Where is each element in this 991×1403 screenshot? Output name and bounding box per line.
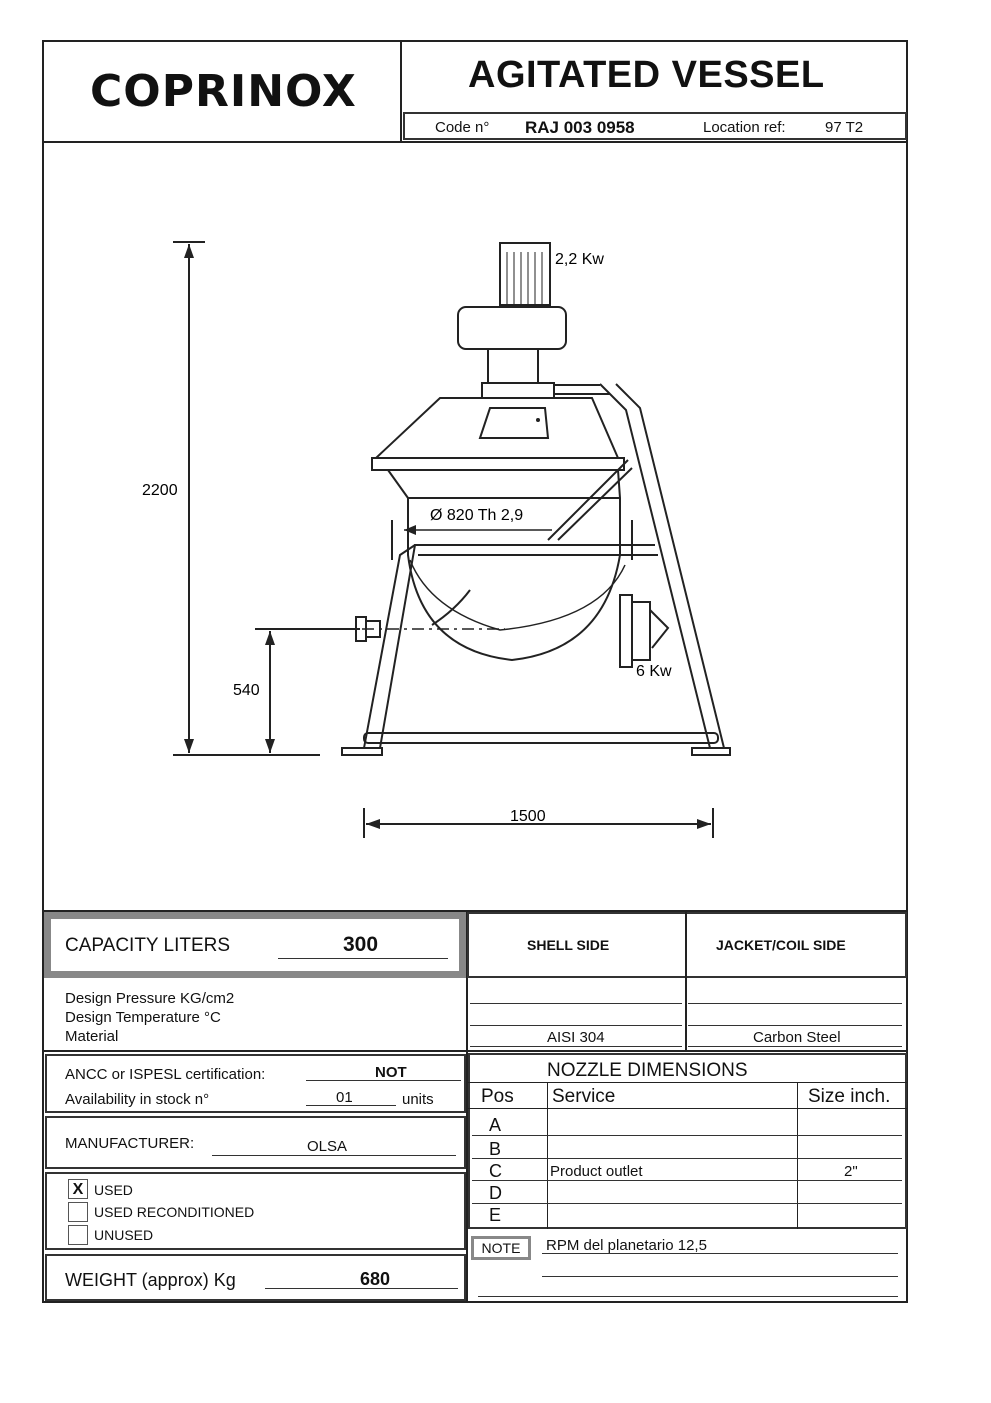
unused-checkbox[interactable] [68, 1225, 88, 1245]
design-temperature-label: Design Temperature °C [65, 1009, 221, 1026]
weight-label: WEIGHT (approx) Kg [65, 1270, 236, 1290]
unused-label: UNUSED [94, 1227, 154, 1243]
motor-top-power-label: 2,2 Kw [555, 251, 604, 268]
height-outlet-label: 540 [233, 682, 260, 699]
table-row: C [489, 1161, 502, 1181]
weight-value: 680 [360, 1269, 391, 1289]
jacket-material-value: Carbon Steel [753, 1029, 841, 1046]
certification-value: NOT [375, 1064, 407, 1081]
stock-units: units [402, 1091, 434, 1108]
nozzle-header-service: Service [552, 1086, 616, 1107]
shell-side-header: SHELL SIDE [527, 937, 610, 953]
used-checkbox[interactable]: X [68, 1179, 88, 1199]
used-label: USED [94, 1182, 133, 1198]
capacity-label: CAPACITY LITERS [65, 935, 231, 956]
used-reconditioned-checkbox[interactable] [68, 1202, 88, 1222]
stock-value: 01 [336, 1089, 353, 1106]
note-badge: NOTE [471, 1236, 531, 1260]
document-title: AGITATED VESSEL [468, 54, 825, 96]
jacket-side-header: JACKET/COIL SIDE [716, 937, 846, 953]
design-pressure-label: Design Pressure KG/cm2 [65, 990, 235, 1007]
manufacturer-value: OLSA [307, 1138, 348, 1155]
capacity-value: 300 [343, 933, 379, 956]
certification-label: ANCC or ISPESL certification: [65, 1066, 266, 1083]
design-bottom-rule [42, 1050, 908, 1052]
nozzle-header-size: Size inch. [808, 1086, 891, 1107]
nozzle-c-size: 2" [844, 1163, 858, 1180]
motor-side-power-label: 6 Kw [636, 663, 672, 680]
shell-material-value: AISI 304 [547, 1029, 605, 1046]
stock-label: Availability in stock n° [65, 1091, 210, 1108]
table-row: A [489, 1115, 502, 1135]
diameter-label: Ø 820 Th 2,9 [430, 507, 524, 524]
code-value: RAJ 003 0958 [525, 118, 635, 137]
table-row: E [489, 1205, 502, 1225]
side-divider [685, 912, 687, 1050]
location-value: 97 T2 [825, 119, 864, 136]
manufacturer-label: MANUFACTURER: [65, 1135, 195, 1152]
nozzle-header-pos: Pos [481, 1086, 514, 1107]
nozzle-table-title: NOZZLE DIMENSIONS [547, 1060, 748, 1081]
height-total-label: 2200 [142, 482, 178, 499]
table-row: B [489, 1139, 502, 1159]
code-label: Code n° [435, 119, 490, 136]
company-logo: COPRINOX [90, 66, 357, 117]
used-reconditioned-label: USED RECONDITIONED [94, 1204, 255, 1220]
material-label: Material [65, 1028, 119, 1045]
table-row: D [489, 1183, 502, 1203]
width-label: 1500 [510, 808, 546, 825]
note-text: RPM del planetario 12,5 [546, 1237, 707, 1254]
nozzle-c-service: Product outlet [550, 1163, 643, 1180]
location-label: Location ref: [703, 119, 786, 136]
